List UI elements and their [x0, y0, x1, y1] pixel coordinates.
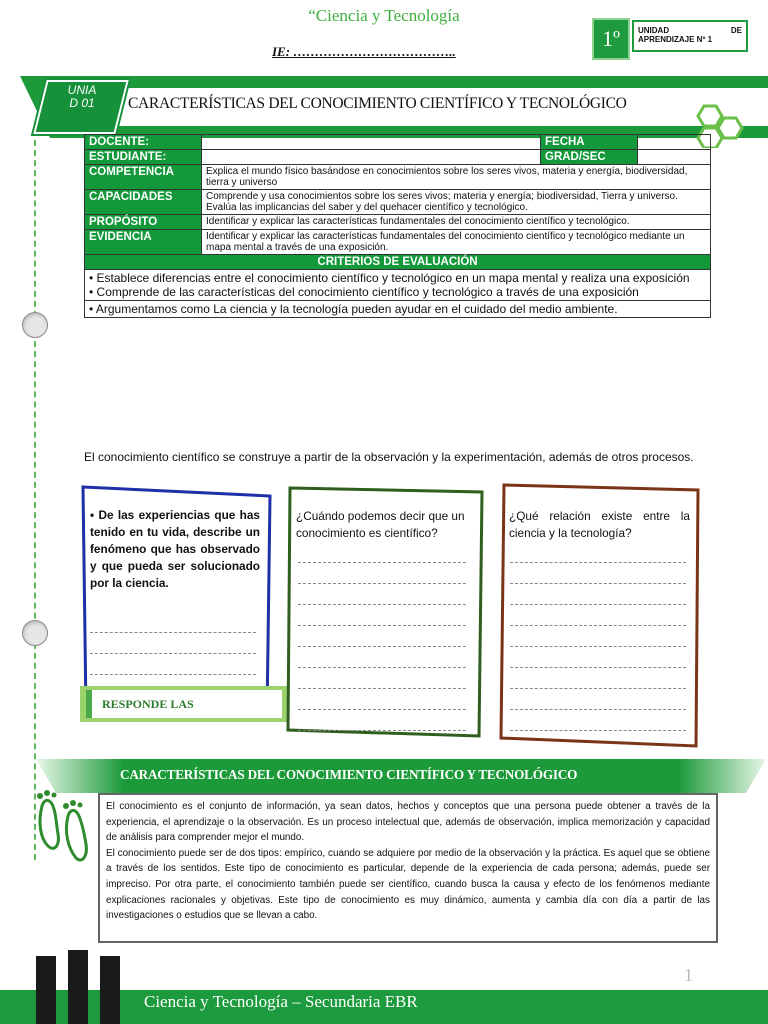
- estudiante-label: ESTUDIANTE:: [85, 150, 202, 165]
- fecha-field[interactable]: [638, 135, 711, 150]
- capacidades-cell: [202, 190, 711, 215]
- answer-lines-2[interactable]: [298, 542, 466, 731]
- banner-title: CARACTERÍSTICAS DEL CONOCIMIENTO CIENTÍFICO Y TECNOLÓGICO: [128, 95, 627, 112]
- capacidades-text-1: Comprende y usa conocimientos sobre los seres vivos; materia y energía; biodiversidad, Tierra y universo.: [206, 191, 678, 202]
- docente-label: DOCENTE:: [85, 135, 202, 150]
- question-1: • De las experiencias que has tenido en tu vida, describe un fenómeno que has observado y que pueda ser solucionado por la ciencia.: [90, 508, 260, 590]
- unit-box: [632, 20, 748, 52]
- criterios-title: CRITERIOS DE EVALUACIÓN: [85, 255, 711, 270]
- answer-line[interactable]: [510, 647, 686, 668]
- answer-line[interactable]: [298, 563, 466, 584]
- question-2: ¿Cuándo podemos decir que un conocimiento es científico?: [296, 508, 472, 542]
- criterio-text-3: • Argumentamos como La ciencia y la tecnología pueden ayudar en el cuidado del medio ambiente.: [85, 301, 711, 318]
- answer-line[interactable]: [298, 689, 466, 710]
- proposito-text: Identificar y explicar las características fundamentales del conocimiento científico y tecnológico.: [202, 215, 711, 230]
- answer-line[interactable]: [510, 626, 686, 647]
- criterio-item: [85, 270, 711, 301]
- gradsec-label: GRAD/SEC: [541, 150, 638, 165]
- section-title: CARACTERÍSTICAS DEL CONOCIMIENTO CIENTÍFICO Y TECNOLÓGICO: [120, 767, 578, 782]
- answer-line[interactable]: [510, 542, 686, 563]
- competencia-label: COMPETENCIA: [85, 165, 202, 190]
- answer-line[interactable]: [510, 710, 686, 731]
- question-3: ¿Qué relación existe entre la ciencia y la tecnología?: [509, 509, 690, 540]
- answer-line[interactable]: [510, 668, 686, 689]
- unit-number-label: APRENDIZAJE Nº 1: [638, 35, 713, 44]
- answer-line[interactable]: [298, 605, 466, 626]
- answer-line[interactable]: [298, 710, 466, 731]
- answer-lines-1[interactable]: [90, 612, 256, 675]
- capacidades-text-2: Evalúa las implicancias del saber y del quehacer científico y tecnológico.: [206, 202, 528, 213]
- respond-label: RESPONDE LAS: [86, 690, 282, 718]
- answer-line[interactable]: [298, 584, 466, 605]
- proposito-label: PROPÓSITO: [85, 215, 202, 230]
- footer-text: Ciencia y Tecnología – Secundaria EBR: [144, 992, 418, 1011]
- gradsec-field[interactable]: [638, 150, 711, 165]
- capacidades-label: CAPACIDADES: [85, 190, 202, 215]
- competencia-text: Explica el mundo físico basándose en conocimientos sobre los seres vivos, materia y energía, biodiversidad, tierra y universo: [202, 165, 711, 190]
- criterio-text-2: • Comprende de las características del conocimiento científico y tecnológico a través de una exposición: [89, 285, 639, 299]
- evidencia-text: Identificar y explicar las características fundamentales del conocimiento científico y tecnológico mediante un mapa mental a través de una exposición.: [202, 230, 711, 255]
- criterio-text-1: • Establece diferencias entre el conocimiento científico y tecnológico en un mapa mental y realiza una exposición: [89, 271, 690, 285]
- page-number: 1: [684, 965, 693, 985]
- estudiante-field[interactable]: [202, 150, 541, 165]
- reading-paragraph-2: El conocimiento puede ser de dos tipos: empírico, cuando se adquiere por medio de la observación y la práctica. Es aquel que se obtiene a través de los sentidos. Este tipo de conocimiento es particular, depende de la experiencia de cada persona; además, puede ser impreciso. Por otra parte, el conocimiento también puede ser científico, cuando busca la causa y efecto de los fenómenos mediante explicaciones racionales y objetivas. Este tipo de conocimiento es muy dinámico, aumenta y cambia día con día a partir de las investigaciones o estudios que se llevan a cabo.: [106, 847, 710, 922]
- answer-line[interactable]: [510, 584, 686, 605]
- answer-line[interactable]: [510, 689, 686, 710]
- docente-field[interactable]: [202, 135, 541, 150]
- reading-paragraph-1: El conocimiento es el conjunto de información, ya sean datos, hechos y conceptos que una persona puede obtener a través de la experiencia, el aprendizaje o la observación. Es un proceso intelectual que, además de observación, implica memorización y capacidad de análisis para comprender mejor el mundo.: [106, 801, 710, 844]
- answer-line[interactable]: [298, 542, 466, 563]
- binder-hole-icon: [22, 312, 48, 338]
- unit-tag-label: UNIA D 01: [67, 83, 97, 110]
- answer-line[interactable]: [90, 612, 256, 633]
- footprints-icon: [34, 786, 96, 866]
- answer-line[interactable]: [298, 626, 466, 647]
- margin-dashed-line: [34, 140, 36, 860]
- subject-title: “Ciencia y Tecnología: [308, 6, 460, 25]
- answer-line[interactable]: [298, 668, 466, 689]
- answer-line[interactable]: [90, 633, 256, 654]
- binder-hole-icon: [22, 620, 48, 646]
- answer-lines-3[interactable]: [510, 542, 686, 731]
- reading-textbox: [98, 793, 718, 943]
- grade-badge: 1º: [592, 18, 630, 60]
- fecha-label: FECHA: [541, 135, 638, 150]
- unit-de-label: DE: [730, 26, 742, 35]
- ie-field: IE: ………………………………..: [272, 44, 456, 59]
- answer-line[interactable]: [298, 647, 466, 668]
- answer-line[interactable]: [510, 563, 686, 584]
- answer-line[interactable]: [90, 654, 256, 675]
- answer-line[interactable]: [510, 605, 686, 626]
- evidencia-label: EVIDENCIA: [85, 230, 202, 255]
- unit-label: UNIDAD: [638, 26, 670, 35]
- intro-paragraph: El conocimiento científico se construye a partir de la observación y la experimentación, además de otros procesos.: [84, 450, 694, 464]
- footer-bars-logo-icon: [30, 950, 130, 1024]
- info-table: [84, 134, 711, 318]
